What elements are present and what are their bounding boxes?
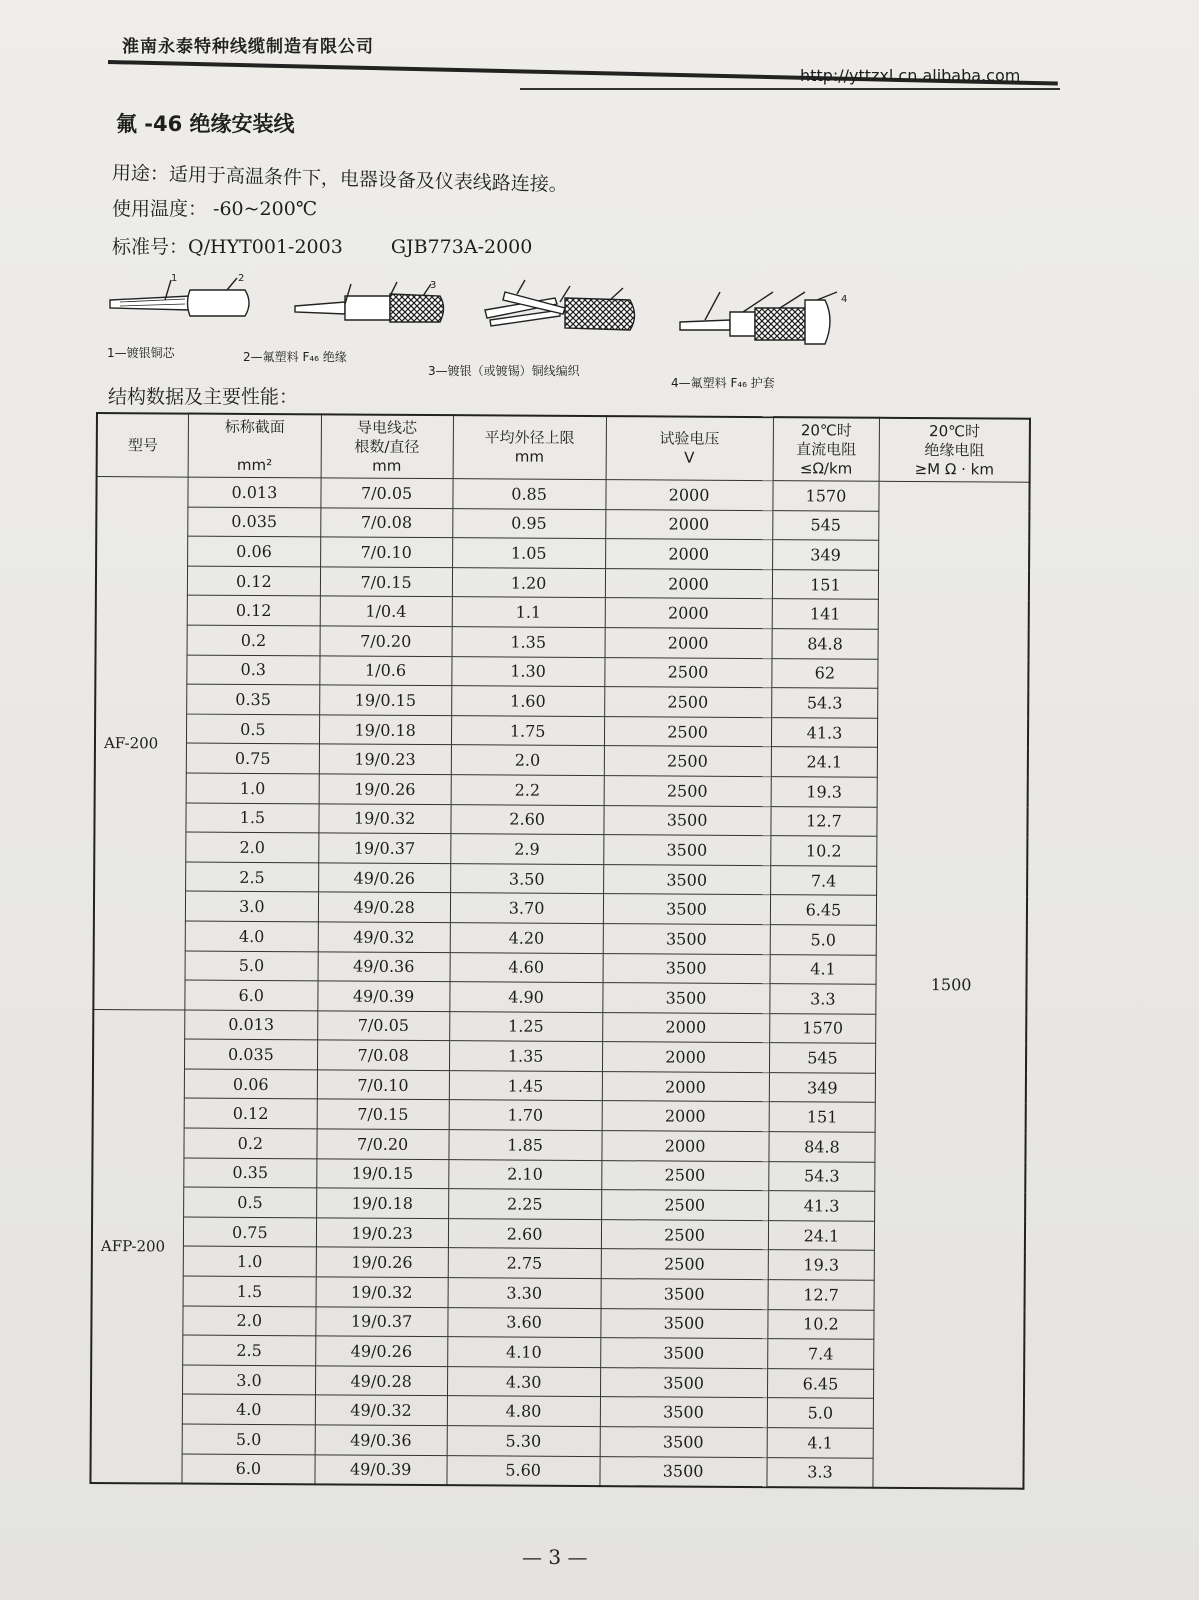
- usage-text: 用途：适用于高温条件下，电器设备及仪表线路连接。: [111, 162, 569, 196]
- table-body: [90, 477, 1029, 1489]
- area-cell: 5.0: [182, 1424, 314, 1454]
- od-cell: 1.85: [449, 1130, 602, 1161]
- area-cell: 0.12: [187, 595, 319, 625]
- standard-2: GJB773A-2000: [390, 236, 533, 258]
- legend-3: 3—镀银（或镀锡）铜线编织: [428, 364, 580, 378]
- dc-resistance-cell: 151: [769, 1102, 876, 1132]
- core-cell: 49/0.36: [318, 951, 450, 981]
- core-cell: 7/0.08: [320, 507, 452, 537]
- core-cell: 7/0.20: [316, 1129, 448, 1159]
- voltage-cell: 3500: [603, 953, 770, 984]
- voltage-cell: 2000: [602, 1042, 769, 1073]
- od-cell: 1.45: [449, 1071, 602, 1102]
- od-cell: 2.0: [451, 745, 604, 776]
- legend-1: 1—镀银铜芯: [107, 346, 175, 360]
- od-cell: 4.80: [447, 1396, 600, 1427]
- voltage-cell: 3500: [603, 805, 770, 836]
- od-cell: 1.35: [452, 627, 605, 658]
- voltage-cell: 2000: [602, 1101, 769, 1132]
- core-cell: 19/0.15: [316, 1159, 448, 1189]
- od-cell: 2.25: [448, 1189, 601, 1220]
- dc-resistance-cell: 41.3: [771, 717, 878, 747]
- core-cell: 7/0.05: [320, 478, 452, 508]
- area-cell: 0.5: [187, 714, 319, 744]
- header-voltage: 试验电压 V: [606, 416, 773, 481]
- header-od: 平均外径上限 mm: [453, 415, 606, 479]
- dc-resistance-cell: 54.3: [768, 1161, 875, 1191]
- od-cell: 0.85: [453, 479, 606, 510]
- voltage-cell: 3500: [599, 1456, 766, 1487]
- area-cell: 0.35: [184, 1158, 316, 1188]
- core-cell: 19/0.26: [319, 774, 451, 804]
- od-cell: 1.35: [449, 1041, 602, 1072]
- od-cell: 2.10: [449, 1159, 602, 1190]
- area-cell: 0.3: [187, 655, 319, 685]
- od-cell: 2.2: [451, 775, 604, 806]
- od-cell: 2.9: [450, 834, 603, 865]
- dc-resistance-cell: 7.4: [767, 1339, 874, 1369]
- core-cell: 7/0.10: [320, 537, 452, 567]
- od-cell: 2.75: [448, 1248, 601, 1279]
- core-cell: 1/0.6: [319, 655, 451, 685]
- spec-table-wrap: [89, 412, 1042, 1518]
- voltage-cell: 2500: [601, 1249, 768, 1280]
- standard-line: [112, 232, 532, 259]
- core-cell: 19/0.15: [319, 685, 451, 715]
- core-cell: 19/0.32: [316, 1277, 448, 1307]
- dc-resistance-cell: 141: [772, 599, 879, 629]
- dc-resistance-cell: 84.8: [772, 629, 879, 659]
- od-cell: 1.25: [449, 1011, 602, 1042]
- dc-resistance-cell: 6.45: [770, 895, 877, 925]
- model-cell: AFP-200: [90, 1009, 185, 1484]
- dc-resistance-cell: 24.1: [771, 747, 878, 777]
- od-cell: 1.75: [451, 715, 604, 746]
- diagram-number-1: 1: [171, 273, 178, 284]
- voltage-cell: 2500: [601, 1160, 768, 1191]
- core-cell: 49/0.36: [315, 1425, 447, 1455]
- od-cell: 2.60: [451, 804, 604, 835]
- core-cell: 49/0.39: [314, 1454, 446, 1485]
- dc-resistance-cell: 1570: [769, 1013, 876, 1043]
- dc-resistance-cell: 24.1: [768, 1220, 875, 1250]
- voltage-cell: 2000: [605, 509, 772, 540]
- standard-label: 标准号：: [112, 236, 189, 258]
- diagram-number-3: 3: [430, 280, 437, 291]
- dc-resistance-cell: 4.1: [767, 1428, 874, 1458]
- dc-resistance-cell: 151: [772, 569, 879, 599]
- dc-resistance-cell: 7.4: [770, 865, 877, 895]
- header-dc-resistance: 20℃时 直流电阻 ≤Ω/km: [773, 417, 880, 481]
- area-cell: 0.013: [185, 1010, 317, 1040]
- area-cell: 1.5: [186, 803, 318, 833]
- area-cell: 3.0: [183, 1365, 315, 1395]
- dc-resistance-cell: 4.1: [770, 954, 877, 984]
- area-cell: 4.0: [185, 921, 317, 951]
- dc-resistance-cell: 545: [772, 510, 879, 540]
- core-cell: 7/0.15: [317, 1099, 449, 1129]
- core-cell: 49/0.28: [318, 892, 450, 922]
- area-cell: 0.06: [185, 1069, 317, 1099]
- voltage-cell: 2500: [604, 687, 771, 718]
- voltage-cell: 2000: [601, 1131, 768, 1162]
- dc-resistance-cell: 5.0: [770, 925, 877, 955]
- od-cell: 4.90: [450, 982, 603, 1013]
- dc-resistance-cell: 349: [769, 1072, 876, 1102]
- section-title: 结构数据及主要性能：: [108, 386, 299, 408]
- od-cell: 1.30: [452, 656, 605, 687]
- dc-resistance-cell: 10.2: [767, 1309, 874, 1339]
- voltage-cell: 2000: [605, 568, 772, 599]
- dc-resistance-cell: 19.3: [771, 777, 878, 807]
- voltage-cell: 3500: [600, 1308, 767, 1339]
- od-cell: 3.60: [448, 1307, 601, 1338]
- area-cell: 2.5: [183, 1335, 315, 1365]
- header-model: 型号: [97, 413, 189, 477]
- core-cell: 7/0.08: [317, 1040, 449, 1070]
- core-cell: 49/0.39: [317, 981, 449, 1011]
- dc-resistance-cell: 41.3: [768, 1191, 875, 1221]
- area-cell: 6.0: [182, 1454, 314, 1485]
- od-cell: 1.70: [449, 1100, 602, 1131]
- dc-resistance-cell: 10.2: [770, 836, 877, 866]
- voltage-cell: 2500: [604, 657, 771, 688]
- area-cell: 0.035: [185, 1039, 317, 1069]
- core-cell: 19/0.37: [315, 1306, 447, 1336]
- table-header-row: [97, 413, 1030, 482]
- core-cell: 7/0.20: [320, 626, 452, 656]
- core-cell: 19/0.23: [316, 1218, 448, 1248]
- dc-resistance-cell: 3.3: [769, 984, 876, 1014]
- core-cell: 7/0.10: [317, 1070, 449, 1100]
- od-cell: 2.60: [448, 1219, 601, 1250]
- legend-2: 2—氟塑料 F₄₆ 绝缘: [243, 350, 347, 364]
- area-cell: 2.0: [183, 1306, 315, 1336]
- area-cell: 0.12: [188, 566, 320, 596]
- company-url: http://yttzxl.cn.alibaba.com: [800, 66, 1021, 85]
- voltage-cell: 3500: [603, 835, 770, 866]
- diagram-4: [680, 292, 837, 344]
- area-cell: 4.0: [183, 1394, 315, 1424]
- voltage-cell: 3500: [601, 1279, 768, 1310]
- core-cell: 49/0.26: [318, 863, 450, 893]
- area-cell: 2.0: [186, 832, 318, 862]
- product-title: 氟 -46 绝缘安装线: [116, 112, 295, 136]
- od-cell: 1.1: [452, 597, 605, 628]
- voltage-cell: 2000: [602, 1071, 769, 1102]
- voltage-cell: 3500: [600, 1397, 767, 1428]
- dc-resistance-cell: 5.0: [767, 1398, 874, 1428]
- voltage-cell: 2500: [604, 776, 771, 807]
- voltage-cell: 3500: [600, 1338, 767, 1369]
- dc-resistance-cell: 3.3: [767, 1457, 874, 1488]
- company-name: 淮南永泰特种线缆制造有限公司: [122, 37, 374, 57]
- core-cell: 7/0.05: [317, 1011, 449, 1041]
- voltage-cell: 3500: [603, 864, 770, 895]
- diagram-1: [110, 278, 249, 316]
- dc-resistance-cell: 349: [772, 540, 879, 570]
- core-cell: 49/0.28: [315, 1366, 447, 1396]
- core-cell: 19/0.32: [318, 803, 450, 833]
- dc-resistance-cell: 12.7: [771, 806, 878, 836]
- od-cell: 1.05: [452, 538, 605, 569]
- diagram-3: [485, 280, 635, 330]
- od-cell: 4.30: [447, 1366, 600, 1397]
- od-cell: 4.20: [450, 923, 603, 954]
- voltage-cell: 2500: [601, 1219, 768, 1250]
- od-cell: 1.60: [451, 686, 604, 717]
- od-cell: 0.95: [452, 508, 605, 539]
- area-cell: 0.75: [184, 1217, 316, 1247]
- voltage-cell: 2000: [605, 539, 772, 570]
- voltage-cell: 3500: [600, 1367, 767, 1398]
- dc-resistance-cell: 19.3: [768, 1250, 875, 1280]
- header-rule-right: [520, 88, 1060, 90]
- area-cell: 3.0: [186, 891, 318, 921]
- voltage-cell: 2500: [601, 1190, 768, 1221]
- header-area: 标称截面 mm²: [188, 414, 321, 478]
- voltage-cell: 2000: [605, 628, 772, 659]
- area-cell: 0.2: [184, 1128, 316, 1158]
- area-cell: 1.0: [186, 773, 318, 803]
- core-cell: 1/0.4: [320, 596, 452, 626]
- od-cell: 3.70: [450, 893, 603, 924]
- dc-resistance-cell: 545: [769, 1043, 876, 1073]
- cable-diagrams: [105, 270, 865, 395]
- area-cell: 1.0: [183, 1246, 315, 1276]
- temperature-text: 使用温度： -60~200℃: [112, 198, 318, 220]
- legend-4: 4—氟塑料 F₄₆ 护套: [671, 376, 775, 390]
- model-cell: AF-200: [93, 477, 188, 1010]
- area-cell: 0.5: [184, 1187, 316, 1217]
- header-insulation-resistance: 20℃时 绝缘电阻 ≥M Ω · km: [879, 418, 1030, 482]
- dc-resistance-cell: 62: [771, 658, 878, 688]
- voltage-cell: 2500: [604, 716, 771, 747]
- insulation-resistance-cell: 1500: [873, 481, 1029, 1489]
- od-cell: 5.60: [447, 1455, 600, 1486]
- od-cell: 3.50: [450, 863, 603, 894]
- area-cell: 0.013: [188, 477, 320, 507]
- area-cell: 0.06: [188, 536, 320, 566]
- od-cell: 5.30: [447, 1426, 600, 1457]
- voltage-cell: 2000: [605, 598, 772, 629]
- dc-resistance-cell: 6.45: [767, 1368, 874, 1398]
- dc-resistance-cell: 1570: [773, 481, 880, 511]
- voltage-cell: 2000: [602, 1012, 769, 1043]
- voltage-cell: 3500: [603, 924, 770, 955]
- voltage-cell: 2000: [605, 480, 772, 511]
- dc-resistance-cell: 54.3: [771, 688, 878, 718]
- od-cell: 4.60: [450, 952, 603, 983]
- core-cell: 49/0.32: [315, 1395, 447, 1425]
- core-cell: 19/0.18: [316, 1188, 448, 1218]
- dc-resistance-cell: 84.8: [769, 1132, 876, 1162]
- area-cell: 5.0: [185, 951, 317, 981]
- voltage-cell: 3500: [603, 894, 770, 925]
- core-cell: 19/0.23: [319, 744, 451, 774]
- area-cell: 0.35: [187, 684, 319, 714]
- od-cell: 3.30: [448, 1278, 601, 1309]
- area-cell: 0.2: [187, 625, 319, 655]
- diagram-number-4: 4: [841, 294, 848, 305]
- core-cell: 19/0.26: [316, 1247, 448, 1277]
- voltage-cell: 2500: [604, 746, 771, 777]
- standard-1: Q/HYT001-2003: [188, 236, 343, 258]
- voltage-cell: 3500: [600, 1427, 767, 1458]
- od-cell: 1.20: [452, 567, 605, 598]
- core-cell: 49/0.26: [315, 1336, 447, 1366]
- od-cell: 4.10: [447, 1337, 600, 1368]
- area-cell: 6.0: [185, 980, 317, 1010]
- page-number: — 3 —: [522, 1545, 588, 1569]
- diagram-number-2: 2: [238, 273, 245, 284]
- area-cell: 0.12: [184, 1099, 316, 1129]
- spec-table: [89, 412, 1031, 1490]
- area-cell: 0.035: [188, 507, 320, 537]
- core-cell: 19/0.37: [318, 833, 450, 863]
- area-cell: 1.5: [183, 1276, 315, 1306]
- dc-resistance-cell: 12.7: [768, 1280, 875, 1310]
- core-cell: 49/0.32: [318, 922, 450, 952]
- core-cell: 19/0.18: [319, 715, 451, 745]
- area-cell: 2.5: [186, 862, 318, 892]
- diagram-2: [295, 282, 444, 322]
- voltage-cell: 3500: [602, 983, 769, 1014]
- area-cell: 0.75: [187, 743, 319, 773]
- core-cell: 7/0.15: [320, 567, 452, 597]
- header-core: 导电线芯 根数/直径 mm: [321, 414, 454, 478]
